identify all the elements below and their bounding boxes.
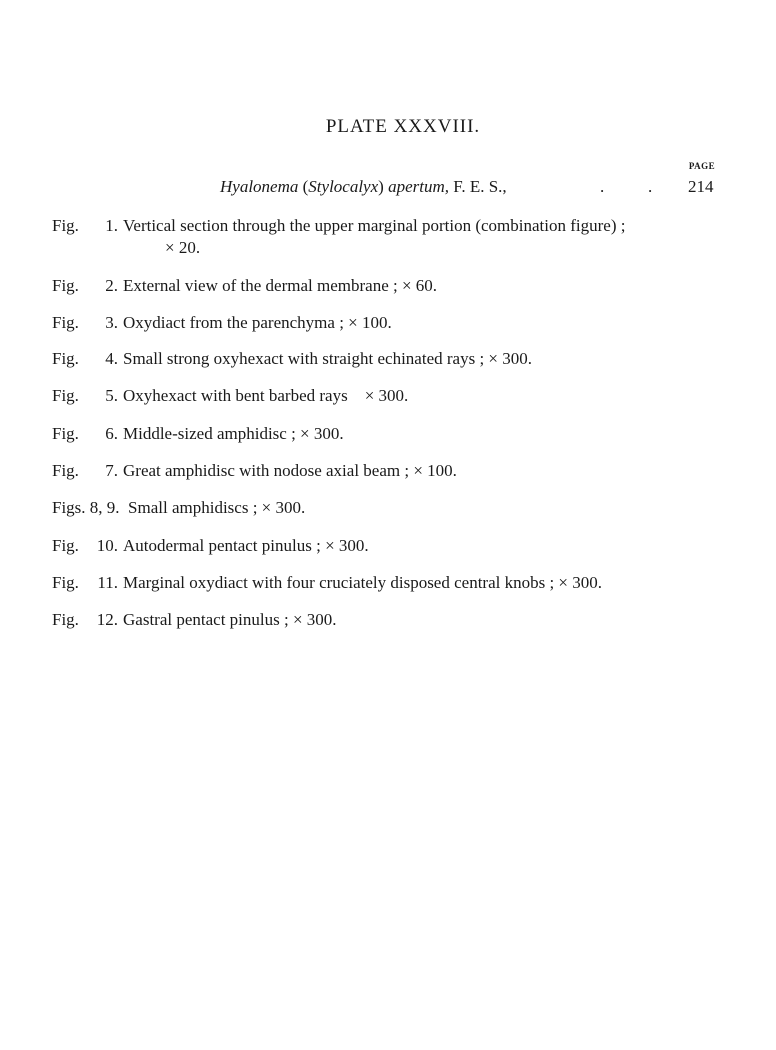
figure-label: Fig. (52, 461, 79, 480)
figure-caption-12 (52, 610, 337, 630)
figure-label: Fig. (52, 349, 79, 368)
figure-description: Middle-sized amphidisc ; × 300. (123, 424, 344, 443)
figure-description: Vertical section through the upper marginal portion (combination figure) ; (123, 216, 626, 235)
figure-caption-5 (52, 386, 408, 406)
figure-caption-4 (52, 349, 532, 369)
figure-caption-11 (52, 573, 602, 593)
figure-caption-6 (52, 424, 344, 444)
figure-number: 5. (105, 386, 118, 405)
figure-magnification: × 20. (165, 238, 201, 257)
figure-number: 12. (96, 610, 118, 629)
figure-description: Oxyhexact with bent barbed rays × 300. (123, 386, 409, 405)
figure-description: Small amphidiscs ; × 300. (128, 498, 306, 517)
figure-description: Gastral pentact pinulus ; × 300. (123, 610, 337, 629)
page-number: 214 (688, 177, 714, 196)
figure-label: Fig. (52, 386, 79, 405)
figure-label: Fig. (52, 424, 79, 443)
figure-caption-10 (52, 536, 369, 556)
figure-caption-2 (52, 276, 437, 296)
figure-number: 10. (96, 536, 118, 555)
species-epithet: apertum, (388, 177, 449, 196)
subgenus-name: (Stylocalyx) (302, 177, 384, 196)
figure-caption-8-9 (52, 498, 305, 518)
plate-title: PLATE XXXVIII. (325, 116, 481, 137)
genus-name: Hyalonema (220, 177, 299, 196)
figure-caption-3 (52, 313, 392, 333)
figure-number: 7. (105, 461, 118, 480)
figure-description: Autodermal pentact pinulus ; × 300. (123, 536, 369, 555)
figure-label: Fig. (52, 573, 79, 592)
figure-label: Fig. (52, 276, 79, 295)
figure-number: 2. (105, 276, 118, 295)
figure-caption-1 (52, 216, 626, 257)
figure-number: 3. (105, 313, 118, 332)
page-column-heading: PAGE (688, 161, 716, 171)
figure-label: Fig. (52, 610, 79, 629)
species-author: F. E. S., (453, 177, 507, 196)
figure-description: External view of the dermal membrane ; × 60. (123, 276, 438, 295)
figure-description: Great amphidisc with nodose axial beam ; × 100. (123, 461, 457, 480)
figure-number: 6. (105, 424, 118, 443)
figure-label: Figs. 8, 9. (52, 498, 120, 517)
figure-caption-7 (52, 461, 457, 481)
figure-number: 11. (97, 573, 118, 592)
figure-number: 1. (105, 216, 118, 235)
figure-label: Fig. (52, 313, 79, 332)
figure-description: Small strong oxyhexact with straight echinated rays ; × 300. (123, 349, 533, 368)
figure-label: Fig. (52, 536, 79, 555)
figure-number: 4. (105, 349, 118, 368)
figure-label: Fig. (52, 216, 79, 235)
leader-dots: . . (600, 177, 653, 196)
species-line (220, 177, 653, 197)
figure-description: Oxydiact from the parenchyma ; × 100. (123, 313, 392, 332)
figure-description: Marginal oxydiact with four cruciately disposed central knobs ; × 300. (123, 573, 603, 592)
